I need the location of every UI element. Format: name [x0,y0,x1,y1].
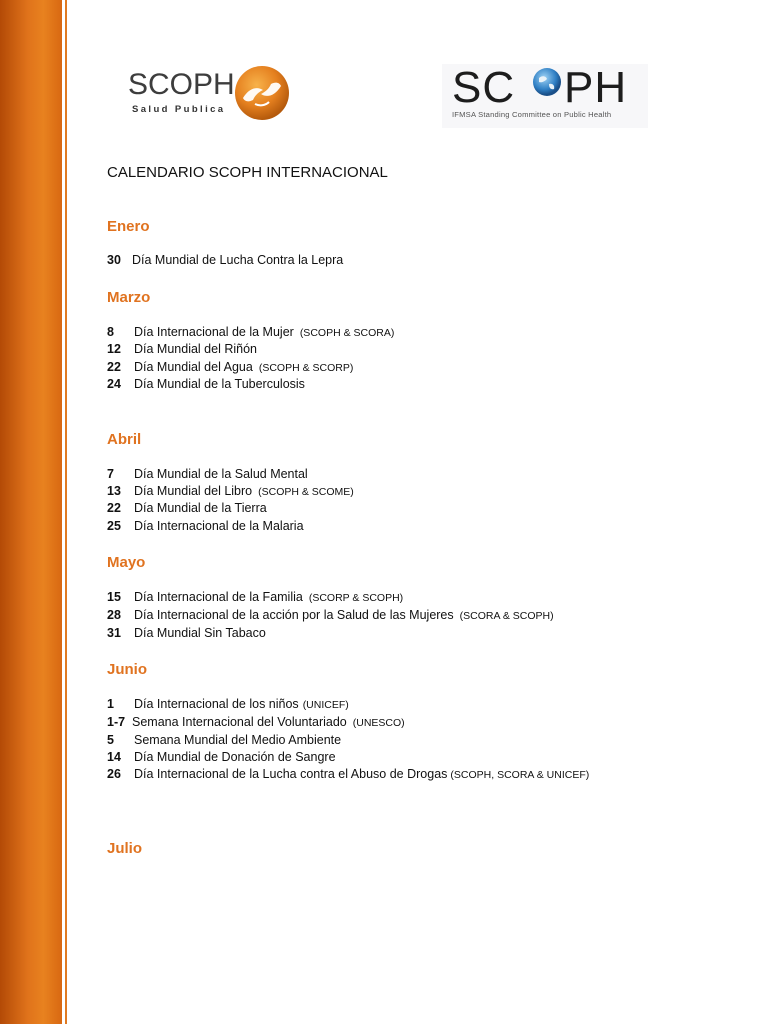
event-day: 5 [107,733,114,747]
event-day: 15 [107,590,121,604]
month-heading: Junio [107,661,147,678]
event-day: 14 [107,750,121,764]
event-text: Día Mundial del Riñón [134,342,257,356]
event-tag: (SCORP & SCOPH) [308,592,404,604]
logo-tagline: IFMSA Standing Committee on Public Health [452,110,612,119]
globe-icon [530,65,564,99]
event-tag: (SCOPH, SCORA & UNICEF) [450,769,590,781]
event-text: Semana Internacional del Voluntariado [132,715,347,729]
ifmsa-scoph-logo [442,64,648,128]
event-day: 13 [107,484,121,498]
event-day: 22 [107,360,121,374]
event-text: Día Internacional de la Familia [134,590,303,604]
scoph-salud-publica-logo [126,64,292,122]
event-tag: (UNICEF) [302,699,349,711]
event-text: Día Mundial de la Salud Mental [134,467,308,481]
event-day: 25 [107,519,121,533]
event-tag: (SCORA & SCOPH) [459,610,554,622]
event-tag: (SCOPH & SCORA) [299,327,395,339]
event-text: Día Internacional de los niños [134,697,299,711]
event-text: Día Internacional de la acción por la Salud de las Mujeres [134,608,454,622]
event-day: 30 [107,253,121,267]
event-tag: (SCOPH & SCORP) [258,362,354,374]
sidebar-divider [65,0,67,1024]
event-day: 1 [107,697,114,711]
logo-subtitle: Salud Publica [132,104,226,115]
event-text: Día Mundial de la Tierra [134,501,267,515]
event-text: Día Mundial del Agua [134,360,253,374]
document-title: CALENDARIO SCOPH INTERNACIONAL [107,164,388,181]
event-day: 1-7 [107,715,126,729]
event-day: 12 [107,342,121,356]
month-heading: Enero [107,218,150,235]
event-day: 31 [107,626,121,640]
month-heading: Julio [107,840,143,857]
event-text: Día Mundial del Libro [134,484,253,498]
event-day: 7 [107,467,114,481]
logo-wordmark-right: PH [564,63,628,112]
month-heading: Abril [107,431,142,448]
logo-wordmark: SCOPH [128,68,235,101]
event-text: Día Mundial de la Tuberculosis [134,377,305,391]
month-heading: Mayo [107,554,146,571]
event-text: Día Mundial Sin Tabaco [134,626,266,640]
event-text: Día Internacional de la Lucha contra el Abuso de Drogas [134,767,448,781]
event-text: Día Internacional de la Malaria [134,519,304,533]
event-text: Día Mundial de Lucha Contra la Lepra [132,253,344,267]
event-day: 22 [107,501,121,515]
event-day: 24 [107,377,121,391]
event-tag: (UNESCO) [352,717,405,729]
month-heading: Marzo [107,289,151,306]
event-day: 8 [107,325,114,339]
event-text: Día Internacional de la Mujer [134,325,294,339]
orange-sidebar [0,0,62,1024]
event-text: Día Mundial de Donación de Sangre [134,750,336,764]
hands-globe-icon [233,64,291,122]
event-tag: (SCOPH & SCOME) [258,486,354,498]
logo-wordmark-left: SC [452,63,516,112]
event-day: 26 [107,767,121,781]
event-day: 28 [107,608,121,622]
event-text: Semana Mundial del Medio Ambiente [134,733,342,747]
